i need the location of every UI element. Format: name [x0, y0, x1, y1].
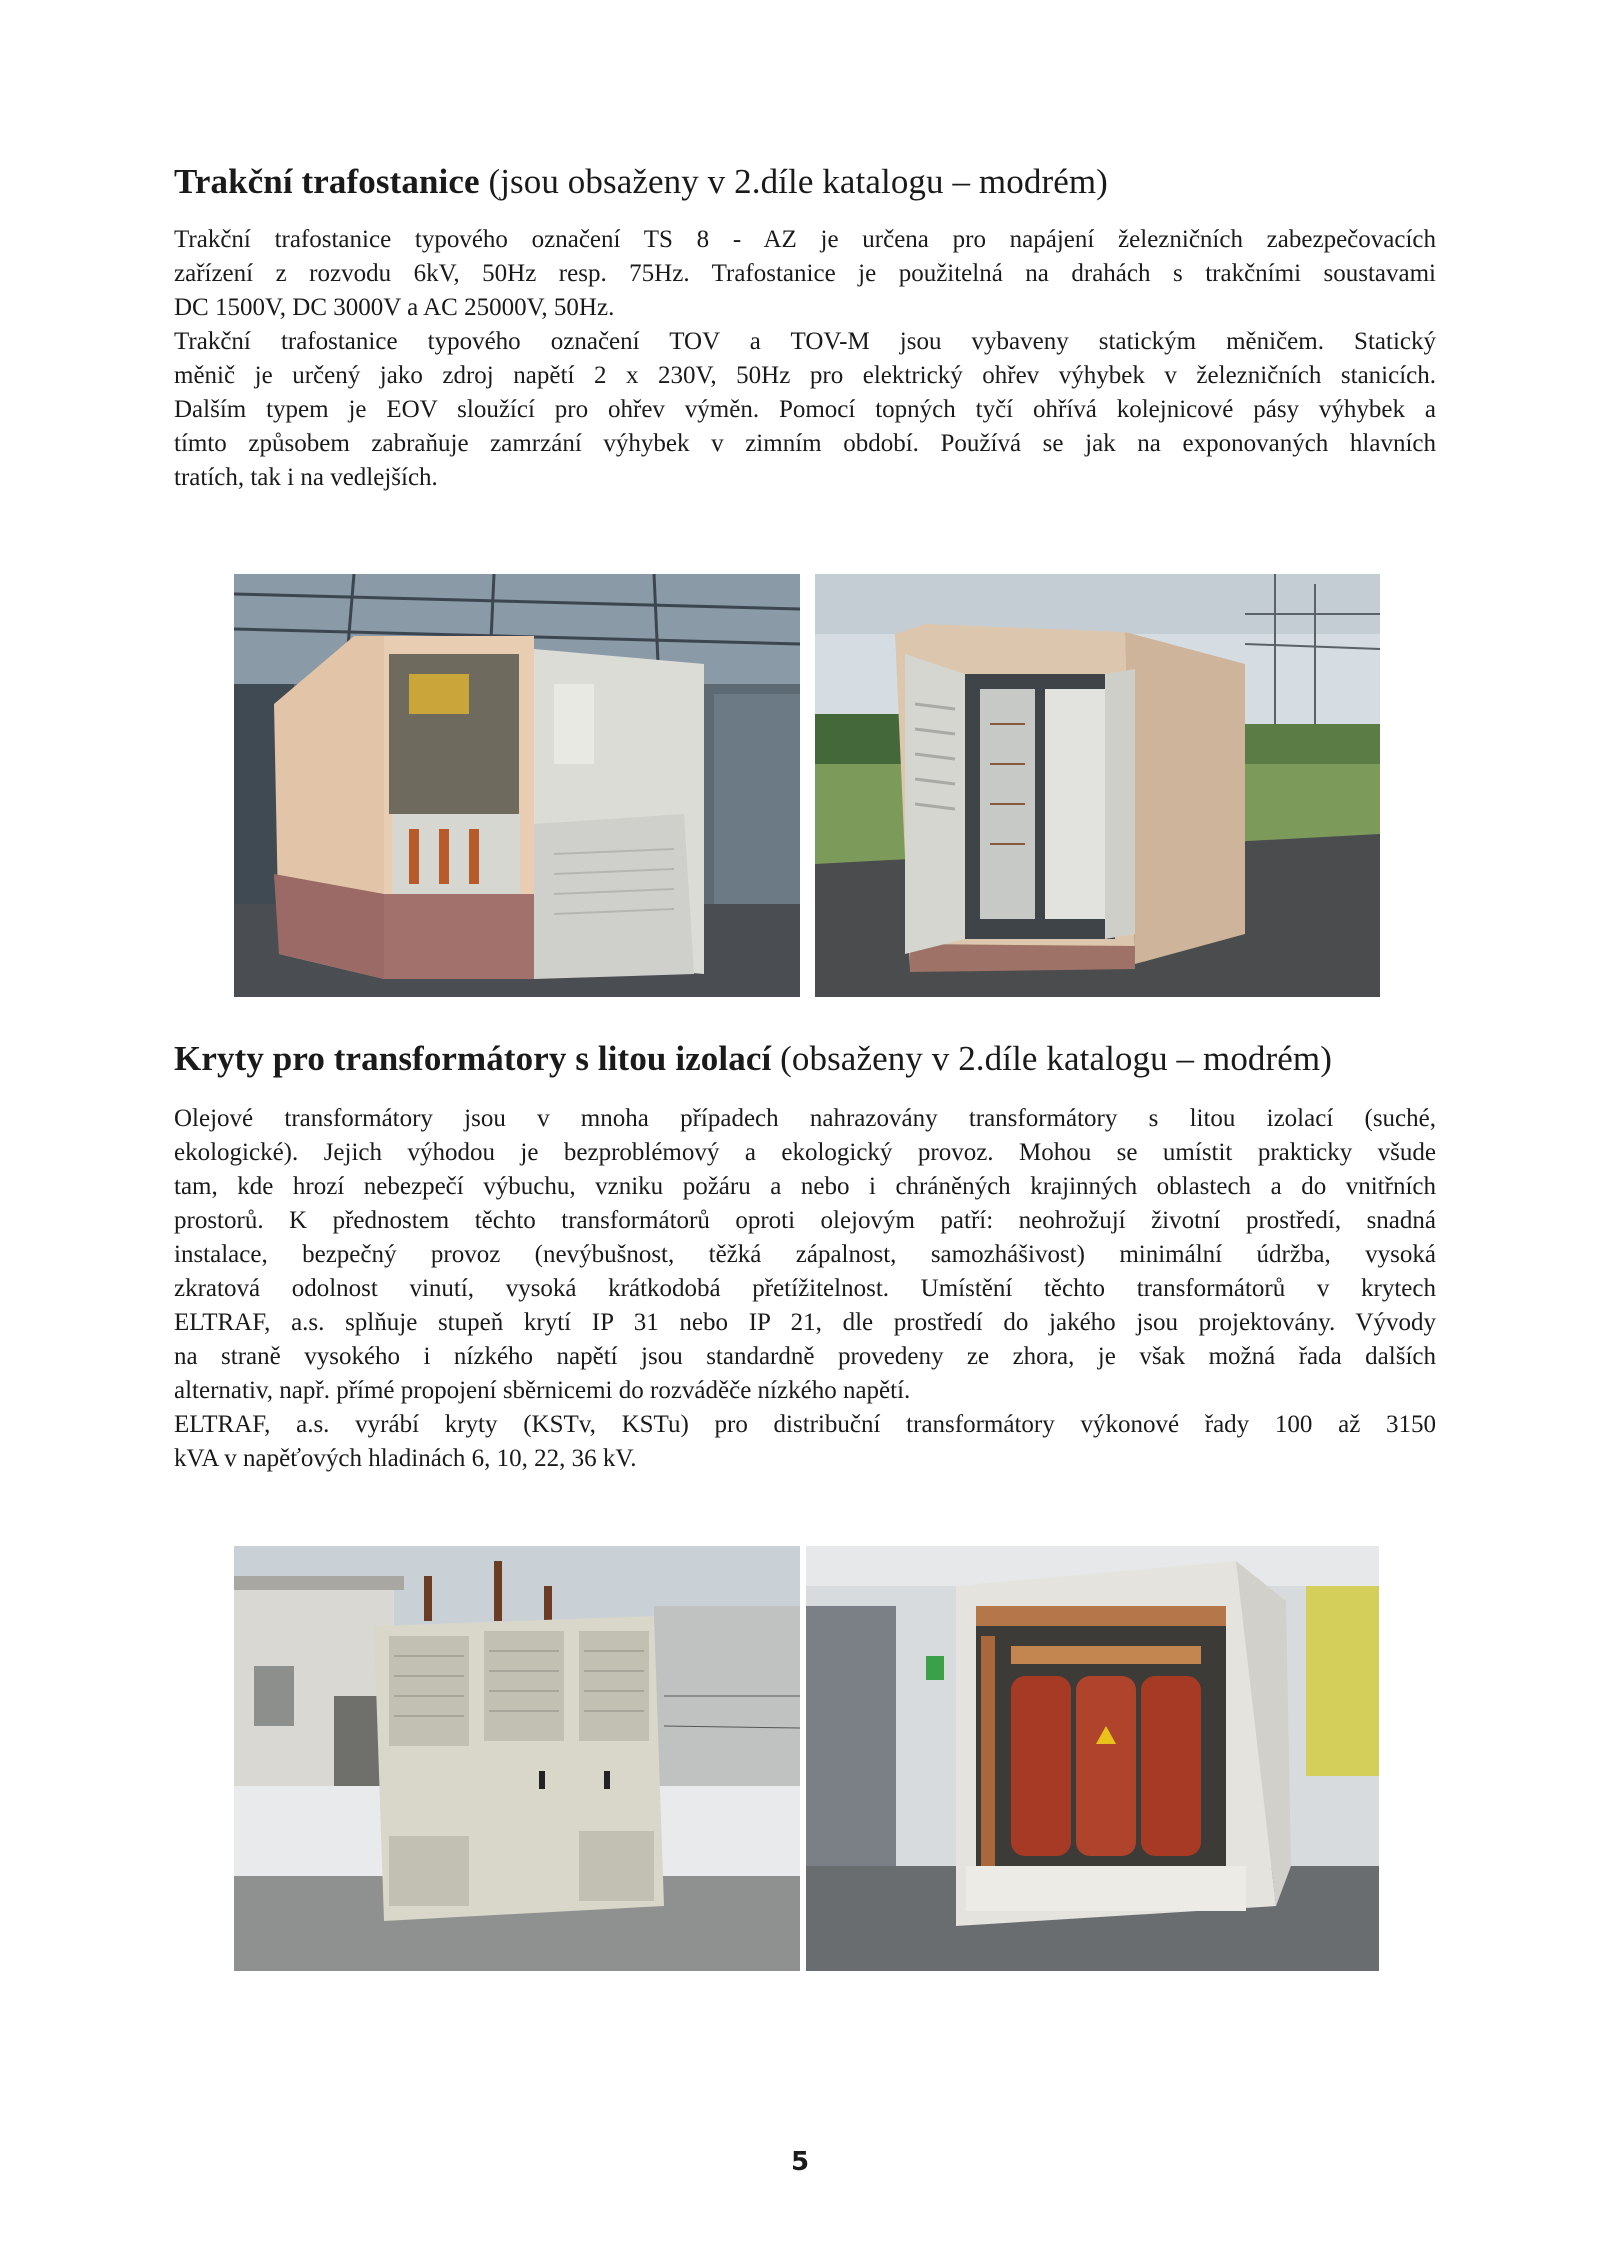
text-line: Trakční trafostanice typového označení TOV a TOV-M jsou vybaveny statickým měničem. Statický: [174, 328, 1436, 355]
text-line: Dalším typem je EOV sloužící pro ohřev výměn. Pomocí topných tyčí ohřívá kolejnicové pásy výhybek a: [174, 396, 1436, 423]
page-number: 5: [790, 2147, 810, 2177]
text-line: Trakční trafostanice typového označení TS 8 - AZ je určena pro napájení železničních zabezpečovacích: [174, 226, 1436, 253]
text-line: Olejové transformátory jsou v mnoha případech nahrazovány transformátory s litou izolací (suché,: [174, 1105, 1436, 1132]
text-line: prostorů. K přednostem těchto transformátorů oproti olejovým patří: neohrožují životní prostředí, snadná: [174, 1207, 1436, 1234]
text-line: tímto způsobem zabraňuje zamrzání výhybek v zimním období. Používá se jak na exponovaných hlavních: [174, 430, 1436, 457]
text-line: ELTRAF, a.s. vyrábí kryty (KSTv, KSTu) pro distribuční transformátory výkonové řady 100 až 3150: [174, 1411, 1436, 1438]
heading-bold-part: Kryty pro transformátory s litou izolací: [174, 1039, 772, 1078]
section-heading-transformer-enclosures: [174, 1039, 1332, 1079]
section-heading-traction-substations: [174, 162, 1108, 202]
photo-enclosure-cast-resin-transformer: [806, 1546, 1379, 1971]
text-line: DC 1500V, DC 3000V a AC 25000V, 50Hz.: [174, 294, 615, 321]
paragraph-traction-substations: [174, 223, 1436, 495]
text-line: měnič je určený jako zdroj napětí 2 x 230V, 50Hz pro elektrický ohřev výhybek v železničních stanicích.: [174, 362, 1436, 389]
text-line: alternativ, např. přímé propojení sběrnicemi do rozváděče nízkého napětí.: [174, 1377, 911, 1404]
text-line: tam, kde hrozí nebezpečí výbuchu, vzniku požáru a nebo i chráněných krajinných oblastech a do vnitřních: [174, 1173, 1436, 1200]
text-line: ELTRAF, a.s. splňuje stupeň krytí IP 31 nebo IP 21, dle prostředí do jakého jsou projektovány. Vývody: [174, 1309, 1436, 1336]
heading-regular-part: (obsaženy v 2.díle katalogu – modrém): [771, 1039, 1333, 1078]
photo-substation-indoor: [234, 574, 800, 997]
text-line: zkratová odolnost vinutí, vysoká krátkodobá přetížitelnost. Umístění těchto transformátorů v krytech: [174, 1275, 1436, 1302]
heading-regular-part: (jsou obsaženy v 2.díle katalogu – modrém): [479, 162, 1108, 201]
photo-substation-outdoor: [815, 574, 1380, 997]
text-line: kVA v napěťových hladinách 6, 10, 22, 36 kV.: [174, 1445, 637, 1472]
text-line: tratích, tak i na vedlejších.: [174, 464, 438, 491]
heading-bold-part: Trakční trafostanice: [174, 162, 480, 201]
text-line: ekologické). Jejich výhodou je bezproblémový a ekologický provoz. Mohou se umístit prakticky všude: [174, 1139, 1436, 1166]
text-line: instalace, bezpečný provoz (nevýbušnost, těžká zápalnost, samozhášivost) minimální údržba, vysoká: [174, 1241, 1436, 1268]
paragraph-transformer-enclosures: [174, 1102, 1436, 1476]
text-line: na straně vysokého i nízkého napětí jsou standardně provedeny ze zhora, je však možná řada dalších: [174, 1343, 1436, 1370]
text-line: zařízení z rozvodu 6kV, 50Hz resp. 75Hz. Trafostanice je použitelná na drahách s trakčními soustavami: [174, 260, 1436, 287]
photo-enclosure-outdoor-snow: [234, 1546, 800, 1971]
